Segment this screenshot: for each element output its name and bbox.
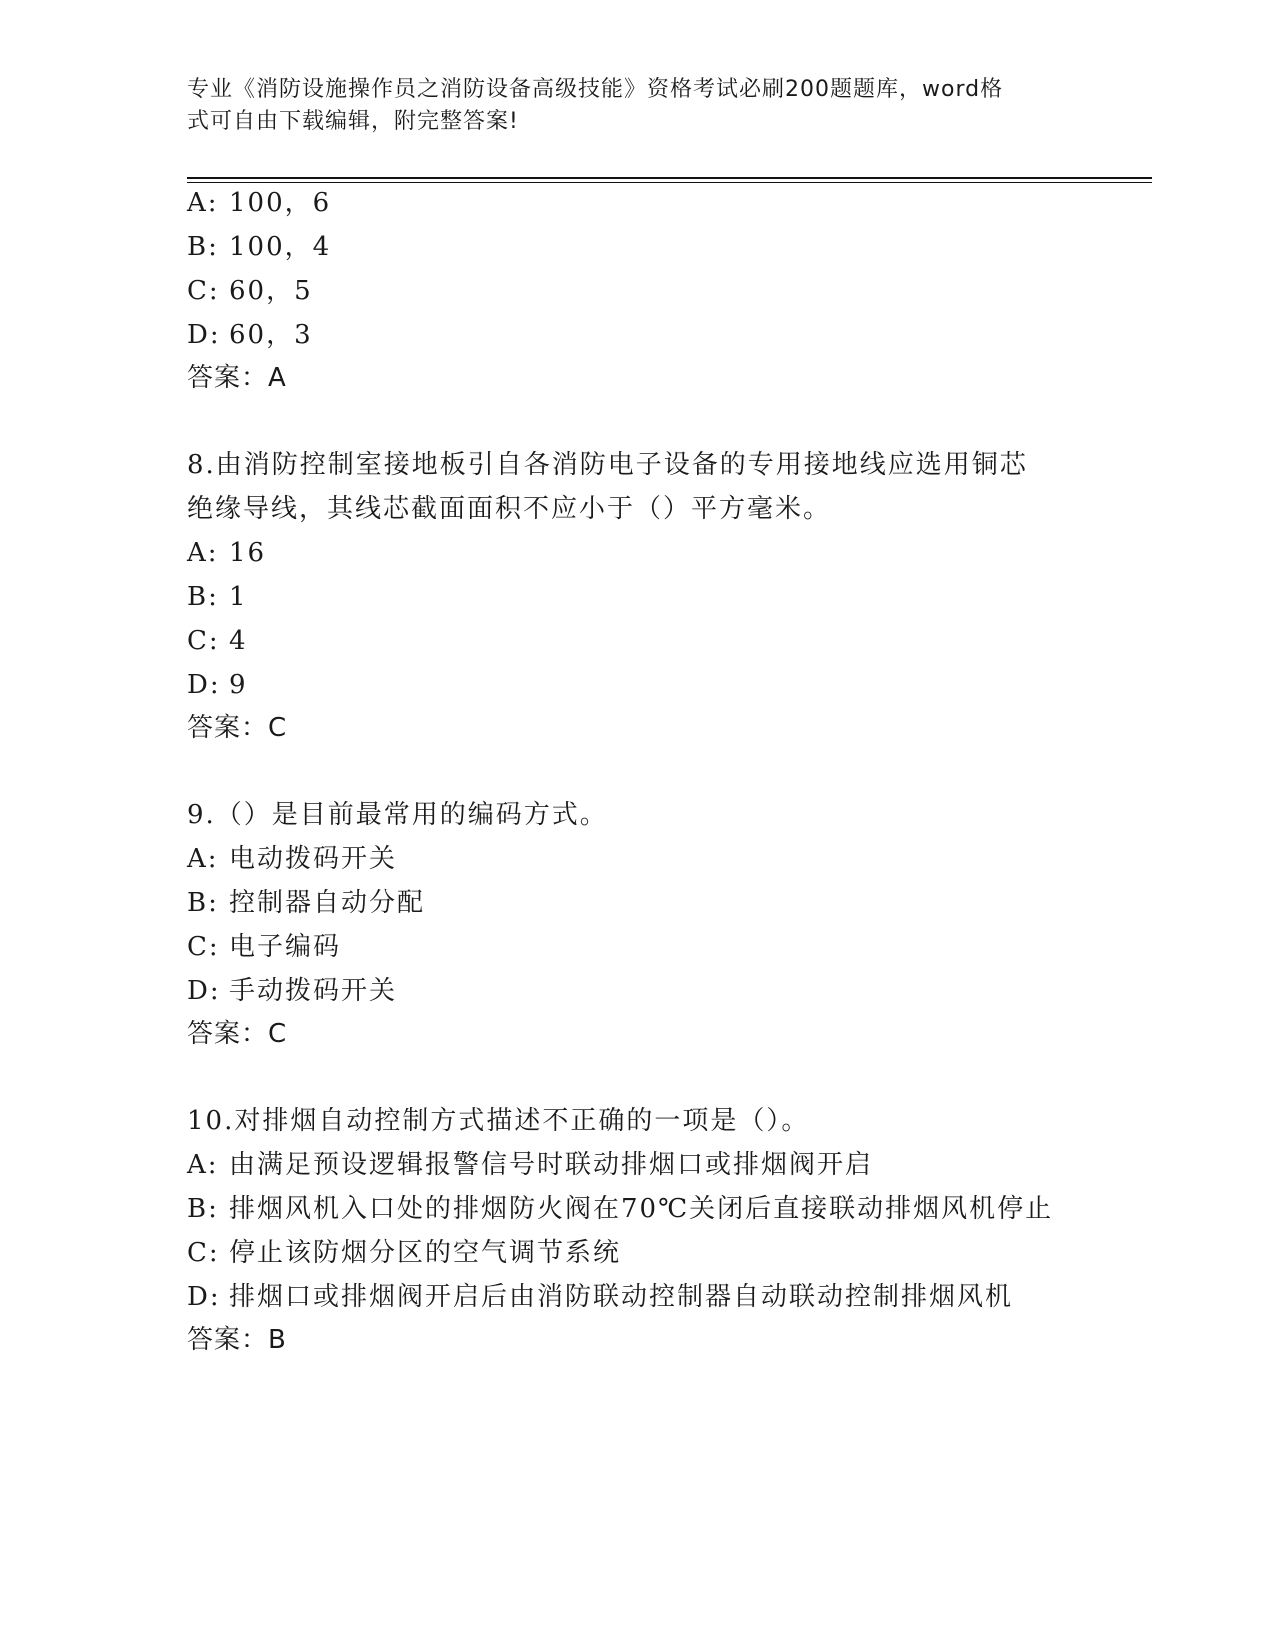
option-label: A: — [187, 188, 219, 218]
option-text: 60，5 — [229, 276, 313, 306]
option-text: 100，4 — [229, 232, 332, 262]
option-label: B: — [187, 582, 219, 612]
option-label: D: — [187, 320, 221, 350]
header-line-1: 专业《消防设施操作员之消防设备高级技能》资格考试必刷200题题库，word格 — [187, 77, 1004, 102]
option-label: D: — [187, 670, 221, 700]
q9-stem-line-1: 9.（）是目前最常用的编码方式。 — [187, 800, 608, 830]
q8-option-d — [187, 670, 248, 700]
option-label: C: — [187, 932, 220, 962]
option-text: 16 — [229, 538, 267, 568]
q8-option-c — [187, 626, 248, 656]
q8-stem-line-1: 8.由消防控制室接地板引自各消防电子设备的专用接地线应选用铜芯 — [187, 450, 1028, 480]
option-label: A: — [187, 844, 219, 874]
option-label: C: — [187, 276, 220, 306]
q8-answer: 答案：C — [187, 713, 288, 743]
option-text: 电动拨码开关 — [229, 844, 398, 874]
q9-option-d — [187, 976, 397, 1006]
option-text: 4 — [229, 626, 248, 656]
q8-option-b — [187, 582, 248, 612]
option-label: B: — [187, 1194, 219, 1224]
header-divider-thin — [187, 182, 1152, 183]
q10-answer: 答案：B — [187, 1325, 287, 1355]
option-text: 1 — [229, 582, 248, 612]
q10-stem-line-1: 10.对排烟自动控制方式描述不正确的一项是（）。 — [187, 1106, 810, 1136]
option-label: C: — [187, 1238, 220, 1268]
document-header — [187, 74, 1087, 138]
option-text: 排烟口或排烟阀开启后由消防联动控制器自动联动控制排烟风机 — [229, 1282, 1014, 1312]
q8-option-a — [187, 538, 266, 568]
q10-option-c — [187, 1238, 621, 1268]
option-label: B: — [187, 888, 219, 918]
option-label: A: — [187, 538, 219, 568]
q7-option-b — [187, 232, 331, 262]
option-text: 100，6 — [229, 188, 332, 218]
q7-option-c — [187, 276, 313, 306]
option-label: C: — [187, 626, 220, 656]
option-text: 排烟风机入口处的排烟防火阀在70℃关闭后直接联动排烟风机停止 — [229, 1194, 1054, 1224]
option-label: D: — [187, 1282, 221, 1312]
option-text: 手动拨码开关 — [229, 976, 398, 1006]
option-label: B: — [187, 232, 219, 262]
option-text: 控制器自动分配 — [229, 888, 426, 918]
q9-option-c — [187, 932, 341, 962]
option-label: D: — [187, 976, 221, 1006]
option-text: 60，3 — [229, 320, 313, 350]
q7-answer: 答案：A — [187, 363, 287, 393]
q7-option-a — [187, 188, 331, 218]
q9-option-b — [187, 888, 425, 918]
q10-option-b — [187, 1194, 1053, 1224]
q9-answer: 答案：C — [187, 1019, 288, 1049]
q10-option-a — [187, 1150, 873, 1180]
q8-stem-line-2: 绝缘导线，其线芯截面面积不应小于（）平方毫米。 — [187, 494, 832, 524]
header-divider-thick — [187, 177, 1152, 179]
option-text: 9 — [229, 670, 248, 700]
option-text: 电子编码 — [229, 932, 342, 962]
option-text: 由满足预设逻辑报警信号时联动排烟口或排烟阀开启 — [229, 1150, 874, 1180]
option-label: A: — [187, 1150, 219, 1180]
q10-option-d — [187, 1282, 1013, 1312]
q7-option-d — [187, 320, 313, 350]
header-line-2: 式可自由下载编辑，附完整答案! — [187, 109, 519, 134]
option-text: 停止该防烟分区的空气调节系统 — [229, 1238, 622, 1268]
q9-option-a — [187, 844, 397, 874]
